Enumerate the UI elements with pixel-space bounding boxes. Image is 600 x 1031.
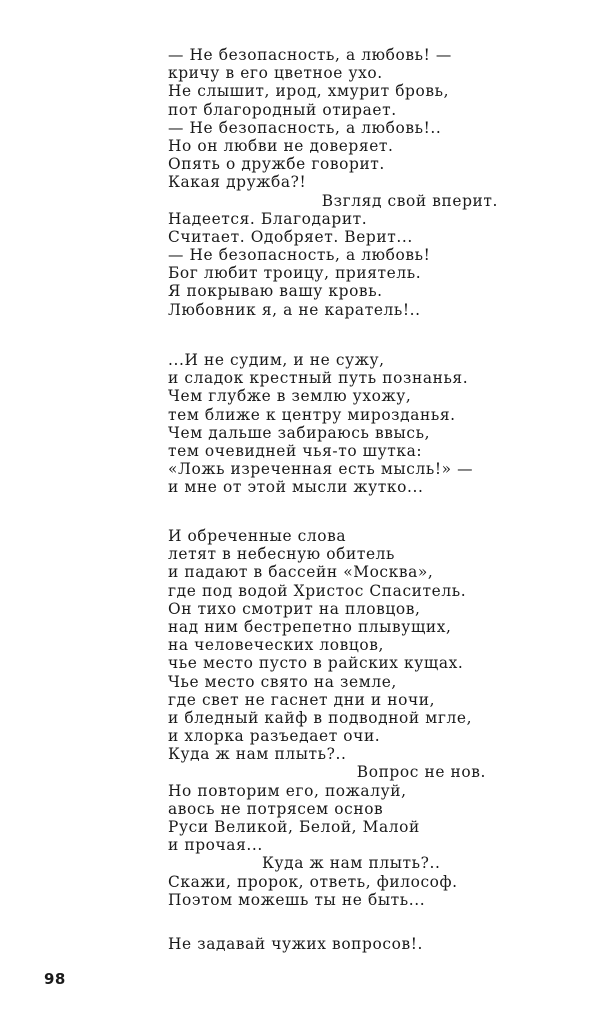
poem-line: Вопрос не нов.	[356, 763, 486, 782]
poem-line: Взгляд свой вперит.	[321, 191, 498, 210]
stanza-4	[168, 935, 498, 953]
poem-line: «Ложь изреченная есть мысль!» —	[168, 460, 474, 479]
poem-line: и бледный кайф в подводной мгле,	[168, 708, 473, 727]
poem-line: тем очевидней чья-то шутка:	[168, 441, 423, 460]
page-number: 98	[44, 970, 66, 988]
poem-line: где свет не гаснет дни и ночи,	[168, 690, 436, 709]
poem-line: Куда ж нам плыть?..	[168, 745, 347, 764]
stanza-2	[168, 351, 498, 497]
poem-line: и падают в бассейн «Москва»,	[168, 563, 434, 582]
poem-line: Но повторим его, пожалуй,	[168, 781, 407, 800]
poem-line: Но он любви не доверяет.	[168, 136, 394, 155]
poem-line: Чье место свято на земле,	[168, 672, 397, 691]
poem-line: ...И не судим, и не сужу,	[168, 351, 385, 369]
poem-line: Какая дружба?!	[168, 173, 307, 192]
poem-line: пот благородный отирает.	[168, 100, 397, 119]
poem-line: Скажи, пророк, ответь, философ.	[168, 872, 458, 891]
poem-line: летят в небесную обитель	[168, 545, 396, 564]
poem-line: Любовник я, а не каратель!..	[168, 300, 421, 319]
poem-line: где под водой Христос Спаситель.	[168, 581, 467, 600]
poem-line: И обреченные слова	[168, 527, 347, 545]
stanza-3	[168, 527, 498, 909]
poem-line: Опять о дружбе говорит.	[168, 155, 385, 174]
poem-line: Надеется. Благодарит.	[168, 209, 368, 228]
poem-line: Куда ж нам плыть?..	[262, 854, 441, 873]
poem-line: авось не потрясем основ	[168, 799, 384, 818]
poem-line: и хлорка разъедает очи.	[168, 727, 381, 746]
poem-line: Руси Великой, Белой, Малой	[168, 818, 420, 836]
stanza-1	[168, 46, 498, 319]
poem-line: и сладок крестный путь познанья.	[168, 369, 469, 388]
poem-line: — Не безопасность, а любовь!..	[168, 118, 442, 137]
poem-line: Бог любит троицу, приятель.	[168, 264, 422, 283]
poem-line: — Не безопасность, а любовь! —	[168, 46, 452, 64]
poem-line: Поэтом можешь ты не быть...	[168, 890, 426, 909]
poem-line: на человеческих ловцов,	[168, 636, 385, 655]
poem-line: кричу в его цветное ухо.	[168, 64, 383, 83]
poem-line: и мне от этой мысли жутко...	[168, 478, 424, 497]
poem-line: — Не безопасность, а любовь!	[168, 246, 431, 265]
poem-line: Считает. Одобряет. Верит...	[168, 227, 413, 246]
poem-line: и прочая...	[168, 836, 263, 855]
poem-line: Он тихо смотрит на пловцов,	[168, 599, 421, 618]
poem-line: чье место пусто в райских кущах.	[168, 654, 464, 673]
poem-line: Чем дальше забираюсь ввысь,	[168, 423, 431, 442]
poem-line: Не слышит, ирод, хмурит бровь,	[168, 82, 450, 101]
poem-line: Чем глубже в землю ухожу,	[168, 387, 412, 406]
poem-line: Не задавай чужих вопросов!.	[168, 935, 423, 953]
poem-line: Я покрываю вашу кровь.	[168, 282, 383, 301]
poem-line: над ним бестрепетно плывущих,	[168, 617, 452, 636]
poem-line: тем ближе к центру мирозданья.	[168, 405, 456, 424]
